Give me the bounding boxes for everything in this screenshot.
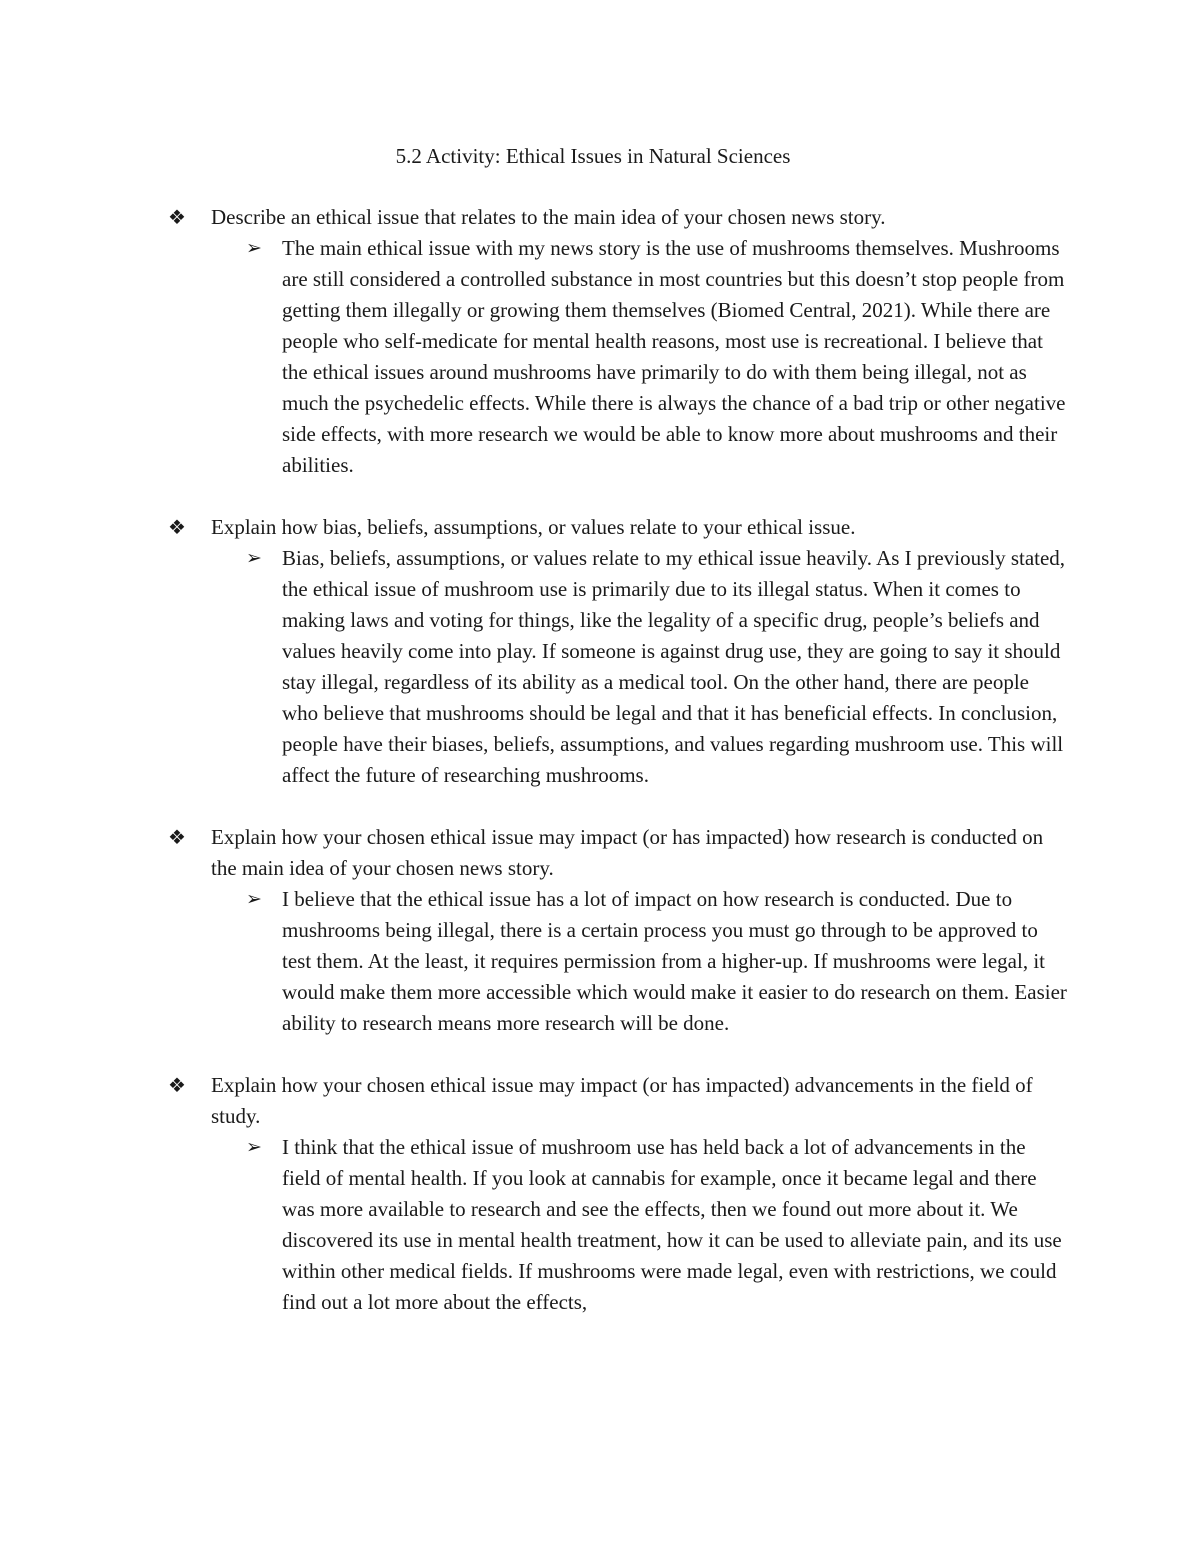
question-text: Describe an ethical issue that relates to the main idea of your chosen news story. xyxy=(211,205,886,229)
diamond-bullet-icon: ❖ xyxy=(168,205,186,229)
arrow-bullet-icon: ➢ xyxy=(246,1136,262,1158)
arrow-bullet-icon: ➢ xyxy=(246,237,262,259)
diamond-bullet-icon: ❖ xyxy=(168,825,186,849)
question-text: Explain how your chosen ethical issue may impact (or has impacted) how research is conducted on the main idea of your chosen news story. xyxy=(211,825,1044,880)
answer-item xyxy=(211,233,1069,481)
answer-text: I believe that the ethical issue has a lot of impact on how research is conducted. Due to mushrooms being illegal, there is a certain process you must go through to be approved to test them. At the least, it requires permission from a higher-up. If mushrooms were legal, it would make them more accessible which would make it easier to do research on them. Easier ability to research means more research will be done. xyxy=(282,887,1067,1035)
question-item xyxy=(168,512,1068,791)
answer-item xyxy=(211,1132,1069,1318)
question-list xyxy=(168,202,1068,1318)
answer-text: Bias, beliefs, assumptions, or values relate to my ethical issue heavily. As I previously stated, the ethical issue of mushroom use is primarily due to its illegal status. When it comes to making laws and voting for things, like the legality of a specific drug, people’s beliefs and values heavily come into play. If someone is against drug use, they are going to say it should stay illegal, regardless of its ability as a medical tool. On the other hand, there are people who believe that mushrooms should be legal and that it has beneficial effects. In conclusion, people have their biases, beliefs, assumptions, and values regarding mushroom use. This will affect the future of researching mushrooms. xyxy=(282,546,1066,787)
diamond-bullet-icon: ❖ xyxy=(168,1073,186,1097)
page-title: 5.2 Activity: Ethical Issues in Natural Sciences xyxy=(395,144,791,168)
answer-text: The main ethical issue with my news story is the use of mushrooms themselves. Mushrooms are still considered a controlled substance in most countries but this doesn’t stop people from getting them illegally or growing them themselves (Biomed Central, 2021). While there are people who self-medicate for mental health reasons, most use is recreational. I believe that the ethical issues around mushrooms have primarily to do with them being illegal, not as much the psychedelic effects. While there is always the chance of a bad trip or other negative side effects, with more research we would be able to know more about mushrooms and their abilities. xyxy=(282,236,1066,477)
diamond-bullet-icon: ❖ xyxy=(168,515,186,539)
question-item xyxy=(168,202,1068,481)
question-text: Explain how your chosen ethical issue may impact (or has impacted) advancements in the field of study. xyxy=(211,1073,1033,1128)
arrow-bullet-icon: ➢ xyxy=(246,888,262,910)
answer-text: I think that the ethical issue of mushroom use has held back a lot of advancements in the field of mental health. If you look at cannabis for example, once it became legal and there was more available to research and see the effects, then we found out more about it. We discovered its use in mental health treatment, how it can be used to alleviate pain, and its use within other medical fields. If mushrooms were made legal, even with restrictions, we could find out a lot more about the effects, xyxy=(282,1135,1062,1314)
answer-item xyxy=(211,884,1069,1039)
arrow-bullet-icon: ➢ xyxy=(246,547,262,569)
question-item xyxy=(168,822,1068,1039)
question-text: Explain how bias, beliefs, assumptions, or values relate to your ethical issue. xyxy=(211,515,856,539)
question-item xyxy=(168,1070,1068,1318)
answer-item xyxy=(211,543,1069,791)
